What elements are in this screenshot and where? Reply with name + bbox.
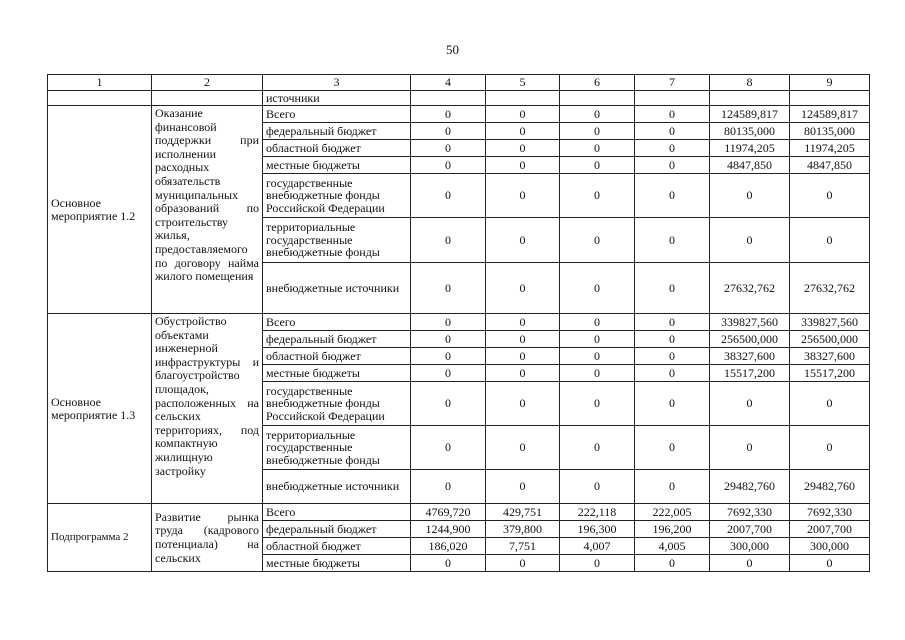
source-cell: Всего [263, 314, 411, 331]
table-row [48, 504, 870, 521]
source-cell: областной бюджет [263, 140, 411, 157]
table-header-row [48, 75, 870, 91]
value-cell: 379,800 [486, 521, 560, 538]
value-cell: 222,118 [560, 504, 635, 521]
source-cell: Всего [263, 504, 411, 521]
header-cell: 4 [411, 75, 486, 91]
value-cell: 27632,762 [710, 263, 790, 314]
value-cell: 196,300 [560, 521, 635, 538]
value-cell: 0 [635, 140, 710, 157]
header-cell: 2 [152, 75, 263, 91]
value-cell: 0 [710, 382, 790, 426]
value-cell: 29482,760 [710, 470, 790, 504]
value-cell: 0 [486, 382, 560, 426]
value-cell: 429,751 [486, 504, 560, 521]
value-cell: 4847,850 [710, 157, 790, 174]
source-cell: внебюджетные источники [263, 263, 411, 314]
value-cell: 0 [790, 218, 870, 263]
value-cell: 7692,330 [790, 504, 870, 521]
value-cell: 0 [635, 123, 710, 140]
value-cell: 80135,000 [710, 123, 790, 140]
header-cell: 3 [263, 75, 411, 91]
source-cell: территориальные государственные внебюджетные фонды [263, 426, 411, 470]
header-cell: 8 [710, 75, 790, 91]
measure-description: Оказание финансовой поддержки при исполнении расходных обязательств муниципальных образований по строительству жилья, предоставляемого по договору найма жилого помещения [152, 106, 263, 314]
value-cell: 0 [411, 555, 486, 572]
value-cell: 1244,900 [411, 521, 486, 538]
value-cell: 0 [790, 555, 870, 572]
value-cell: 0 [486, 263, 560, 314]
value-cell: 0 [560, 365, 635, 382]
value-cell: 15517,200 [790, 365, 870, 382]
value-cell: 0 [635, 174, 710, 218]
value-cell: 0 [560, 470, 635, 504]
value-cell: 0 [411, 331, 486, 348]
value-cell: 0 [560, 331, 635, 348]
value-cell: 7,751 [486, 538, 560, 555]
value-cell: 0 [411, 314, 486, 331]
value-cell: 4,005 [635, 538, 710, 555]
source-cell: областной бюджет [263, 348, 411, 365]
value-cell: 0 [560, 314, 635, 331]
source-cell: государственные внебюджетные фонды Российской Федерации [263, 382, 411, 426]
budget-table [47, 74, 870, 572]
value-cell: 0 [635, 157, 710, 174]
value-cell: 0 [486, 106, 560, 123]
value-cell: 0 [790, 426, 870, 470]
source-cell: государственные внебюджетные фонды Российской Федерации [263, 174, 411, 218]
page-number: 50 [446, 42, 459, 57]
value-cell: 4,007 [560, 538, 635, 555]
value-cell: 0 [411, 263, 486, 314]
value-cell: 196,200 [635, 521, 710, 538]
value-cell: 256500,000 [790, 331, 870, 348]
value-cell: 0 [486, 174, 560, 218]
header-cell: 5 [486, 75, 560, 91]
value-cell: 4769,720 [411, 504, 486, 521]
value-cell: 0 [710, 174, 790, 218]
source-cell: Всего [263, 106, 411, 123]
value-cell: 0 [560, 140, 635, 157]
source-cell: федеральный бюджет [263, 521, 411, 538]
header-cell: 1 [48, 75, 152, 91]
value-cell: 0 [635, 314, 710, 331]
header-cell: 6 [560, 75, 635, 91]
source-cell: местные бюджеты [263, 157, 411, 174]
value-cell: 0 [560, 174, 635, 218]
value-cell: 27632,762 [790, 263, 870, 314]
value-cell: 0 [486, 314, 560, 331]
value-cell: 339827,560 [790, 314, 870, 331]
value-cell: 0 [790, 174, 870, 218]
value-cell: 15517,200 [710, 365, 790, 382]
value-cell: 0 [560, 555, 635, 572]
value-cell: 0 [411, 106, 486, 123]
source-cell: федеральный бюджет [263, 331, 411, 348]
source-cell: местные бюджеты [263, 365, 411, 382]
source-cell: областной бюджет [263, 538, 411, 555]
empty-cell [48, 91, 152, 106]
table-row [48, 106, 870, 123]
value-cell: 0 [710, 426, 790, 470]
value-cell: 0 [486, 157, 560, 174]
value-cell: 0 [486, 331, 560, 348]
value-cell: 7692,330 [710, 504, 790, 521]
value-cell: 0 [411, 174, 486, 218]
value-cell: 0 [411, 123, 486, 140]
value-cell: 0 [411, 218, 486, 263]
table-row [48, 314, 870, 331]
value-cell: 0 [486, 555, 560, 572]
value-cell: 0 [635, 382, 710, 426]
value-cell: 0 [411, 140, 486, 157]
source-cell: источники [263, 91, 411, 106]
value-cell: 300,000 [710, 538, 790, 555]
value-cell: 2007,700 [710, 521, 790, 538]
value-cell: 0 [411, 365, 486, 382]
value-cell: 0 [411, 157, 486, 174]
value-cell: 0 [486, 140, 560, 157]
measure-name: Основное мероприятие 1.3 [48, 314, 152, 504]
header-cell: 9 [790, 75, 870, 91]
value-cell: 0 [411, 382, 486, 426]
value-cell: 0 [635, 348, 710, 365]
value-cell: 0 [560, 263, 635, 314]
value-cell: 339827,560 [710, 314, 790, 331]
value-cell: 0 [635, 470, 710, 504]
value-cell: 38327,600 [790, 348, 870, 365]
value-cell: 0 [560, 218, 635, 263]
value-cell: 0 [411, 470, 486, 504]
value-cell: 0 [635, 426, 710, 470]
value-cell: 0 [635, 365, 710, 382]
value-cell: 2007,700 [790, 521, 870, 538]
value-cell: 0 [635, 263, 710, 314]
value-cell: 11974,205 [710, 140, 790, 157]
value-cell: 0 [560, 348, 635, 365]
value-cell: 0 [635, 106, 710, 123]
empty-cell [152, 91, 263, 106]
value-cell: 0 [710, 555, 790, 572]
value-cell: 0 [635, 555, 710, 572]
value-cell: 0 [486, 348, 560, 365]
value-cell: 0 [560, 106, 635, 123]
measure-name: Основное мероприятие 1.2 [48, 106, 152, 314]
value-cell: 300,000 [790, 538, 870, 555]
value-cell: 186,020 [411, 538, 486, 555]
value-cell: 0 [635, 331, 710, 348]
value-cell: 124589,817 [790, 106, 870, 123]
value-cell: 0 [560, 382, 635, 426]
value-cell: 4847,850 [790, 157, 870, 174]
source-cell: территориальные государственные внебюджетные фонды [263, 218, 411, 263]
value-cell: 256500,000 [710, 331, 790, 348]
value-cell: 38327,600 [710, 348, 790, 365]
source-cell: местные бюджеты [263, 555, 411, 572]
value-cell: 0 [486, 426, 560, 470]
value-cell: 0 [411, 426, 486, 470]
value-cell: 0 [790, 382, 870, 426]
measure-description: Обустройство объектами инженерной инфраструктуры и благоустройство площадок, расположенных на сельских территориях, под компактную жилищную застройку [152, 314, 263, 504]
value-cell: 0 [635, 218, 710, 263]
value-cell: 0 [486, 365, 560, 382]
value-cell: 0 [560, 426, 635, 470]
value-cell: 124589,817 [710, 106, 790, 123]
subprogram-description: Развитие рынка труда (кадрового потенциала) на сельских [152, 504, 263, 572]
source-cell: федеральный бюджет [263, 123, 411, 140]
value-cell: 0 [486, 470, 560, 504]
value-cell: 11974,205 [790, 140, 870, 157]
value-cell: 80135,000 [790, 123, 870, 140]
value-cell: 0 [486, 123, 560, 140]
value-cell: 0 [710, 218, 790, 263]
subprogram-name: Подпрограмма 2 [48, 504, 152, 572]
value-cell: 29482,760 [790, 470, 870, 504]
value-cell: 0 [486, 218, 560, 263]
source-cell: внебюджетные источники [263, 470, 411, 504]
value-cell: 0 [560, 157, 635, 174]
header-cell: 7 [635, 75, 710, 91]
value-cell: 0 [560, 123, 635, 140]
value-cell: 0 [411, 348, 486, 365]
table-row [48, 91, 870, 106]
value-cell: 222,005 [635, 504, 710, 521]
